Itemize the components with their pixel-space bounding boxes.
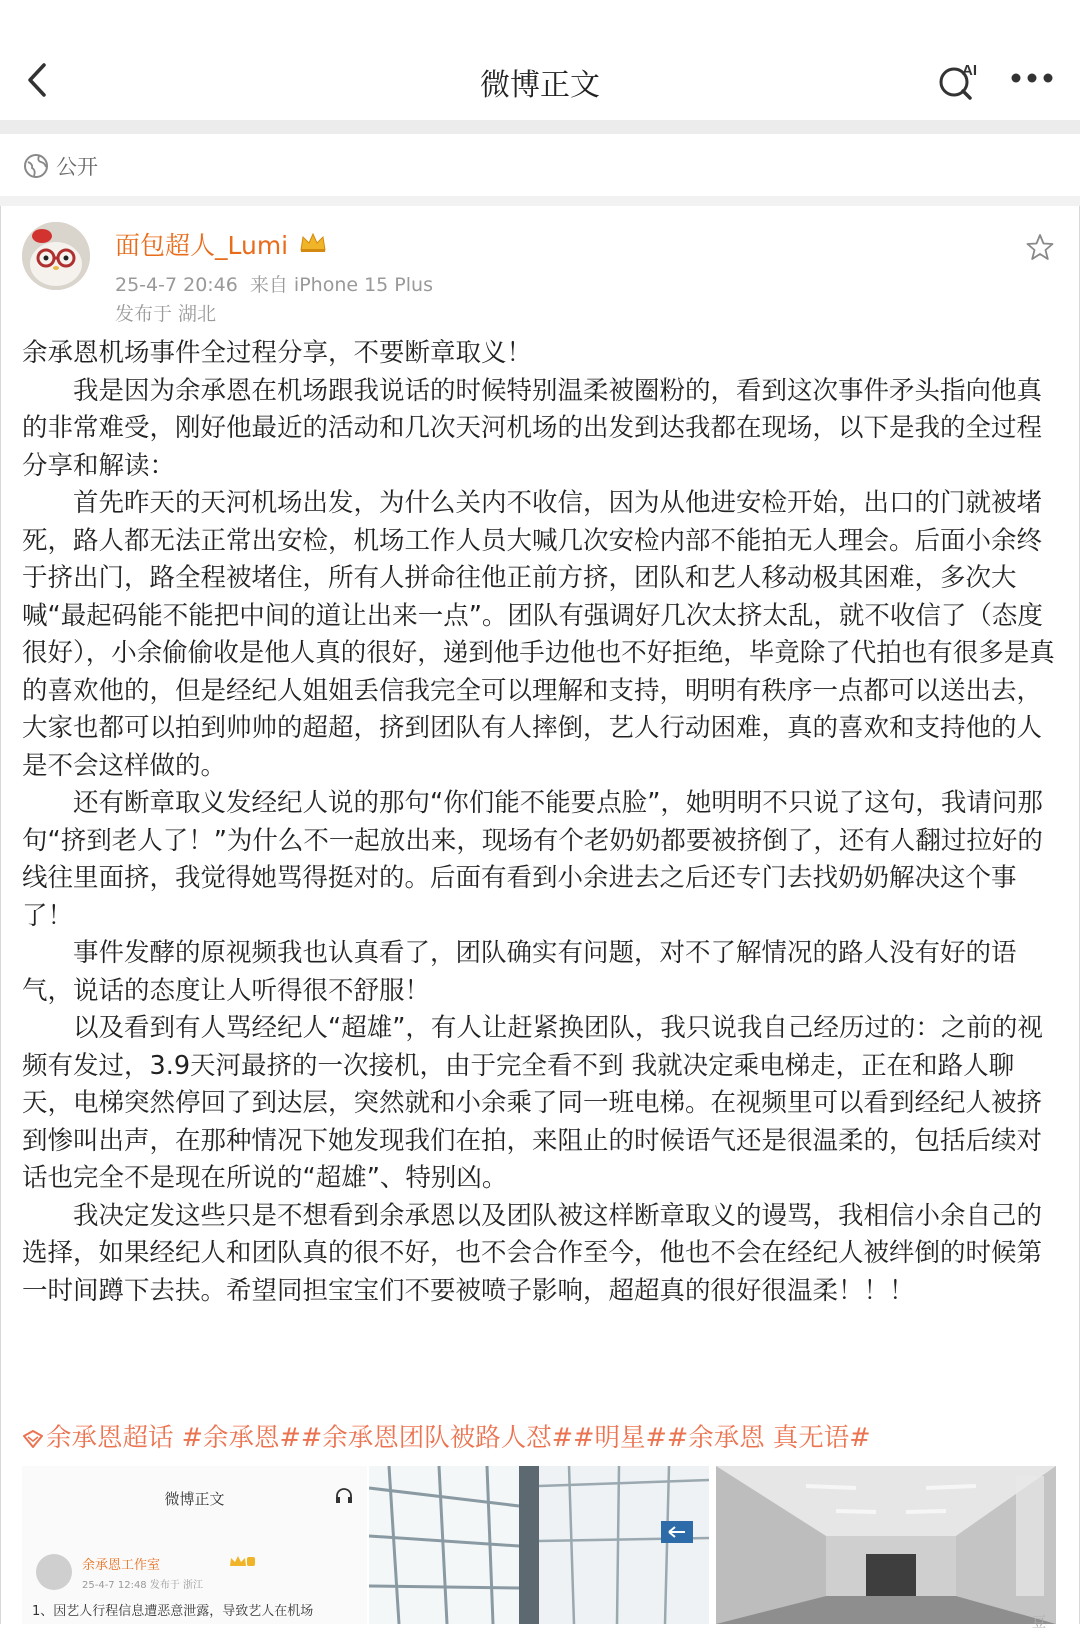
- paragraph: 余承恩机场事件全过程分享，不要断章取义！: [22, 338, 533, 368]
- thumb-meta: 25-4-7 12:48 发布于 浙江: [82, 1580, 204, 1591]
- divider: [0, 120, 1080, 134]
- paragraph: 还有断章取义发经纪人说的那句“你们能不能要点脸”，她明明不只说了这句，我请问那句“挤到老人了！”为什么不一起放出来，现场有个老奶奶都要被挤倒了，还有人翻过拉好的线往里面挤，我觉得她骂得挺对的。后面有看到小余进去之后还专门去找奶奶解决这个事了！: [22, 788, 1043, 931]
- thumb-avatar: [36, 1554, 72, 1590]
- hashtag-link[interactable]: #余承恩#: [173, 1423, 301, 1453]
- post-source: 来自 iPhone 15 Plus: [249, 274, 433, 296]
- thumb-text: 1、因艺人行程信息遭恶意泄露，导致艺人在机场: [32, 1604, 314, 1619]
- avatar[interactable]: [22, 222, 90, 290]
- post-meta: [115, 270, 445, 297]
- post-body: [22, 335, 1062, 1310]
- post-time: 25-4-7 20:46: [115, 274, 238, 296]
- post-image-airport-window[interactable]: [369, 1466, 709, 1624]
- post-location: 发布于 湖北: [115, 303, 217, 325]
- hashtag-link[interactable]: #余承恩团队被路人怼#: [300, 1423, 574, 1453]
- more-dots-icon[interactable]: [1010, 72, 1054, 84]
- paragraph: 我是因为余承恩在机场跟我说话的时候特别温柔被圈粉的，看到这次事件矛头指向他真的非常难受，刚好他最近的活动和几次天河机场的出发到达我都在现场，以下是我的全过程分享和解读：: [22, 375, 1043, 481]
- post-image-jet-bridge[interactable]: [716, 1466, 1056, 1624]
- thumb-title: 微博正文: [164, 1490, 225, 1508]
- bottom-band: [0, 1624, 1080, 1649]
- hashtag-link[interactable]: #明星#: [573, 1423, 667, 1453]
- super-topic-link[interactable]: 余承恩超话: [46, 1423, 174, 1453]
- headphone-icon: [334, 1486, 354, 1504]
- watermark: 豆: [1032, 1615, 1046, 1631]
- vip-crown-icon: [228, 1554, 256, 1568]
- paragraph: 我决定发这些只是不想看到余承恩以及团队被这样断章取义的谩骂，我相信小余自己的选择，如果经纪人和团队真的很不好，也不会合作至今，他也不会在经纪人被绊倒的时候第一时间蹲下去扶。希望同担宝宝们不要被喷子影响，超超真的很好很温柔！！！: [22, 1200, 1043, 1306]
- hashtag-link[interactable]: #余承恩 真无语#: [666, 1423, 871, 1453]
- paragraph: 以及看到有人骂经纪人“超雄”，有人让赶紧换团队，我只说我自己经历过的：之前的视频有发过，3.9天河最挤的一次接机，由于完全看不到 我就决定乘电梯走，正在和路人聊天，电梯突然停回了到达层，突然就和小余乘了同一班电梯。在视频里可以看到经纪人被挤到惨叫出声，在那种情况下她发现我们在拍，来阻止的时候语气还是很温柔的，包括后续对话也完全不是现在所说的“超雄”、特别凶。: [22, 1013, 1043, 1193]
- paragraph: 首先昨天的天河机场出发，为什么关内不收信，因为从他进安检开始，出口的门就被堵死，路人都无法正常出安检，机场工作人员大喊几次安检内部不能拍无人理会。后面小余终于挤出门，路全程被堵住，所有人拼命往他正前方挤，团队和艺人移动极其困难，多次大喊“最起码能不能把中间的道让出来一点”。团队有强调好几次太挤太乱，就不收信了（态度很好），小余偷偷收是他人真的很好，递到他手边他也不好拒绝，毕竟除了代拍也有很多是真的喜欢他的，但是经纪人姐姐丢信我完全可以理解和支持，明明有秩序一点都可以送出去，大家也都可以拍到帅帅的超超，挤到团队有人摔倒，艺人行动困难，真的喜欢和支持他的人是不会这样做的。: [22, 488, 1055, 781]
- author-name[interactable]: 面包超人_Lumi: [115, 231, 289, 260]
- tag-row: [22, 1418, 1072, 1454]
- page-title: 微博正文: [480, 68, 600, 103]
- divider: [0, 196, 1080, 206]
- visibility-row: [0, 134, 1080, 196]
- super-topic-icon: [22, 1430, 44, 1448]
- globe-icon: [22, 152, 50, 180]
- svg-text:AI: AI: [962, 62, 977, 79]
- thumb-author-name: 余承恩工作室: [82, 1558, 161, 1573]
- star-icon[interactable]: [1025, 232, 1055, 262]
- vip-crown-icon[interactable]: [298, 230, 328, 254]
- ai-search-icon[interactable]: [936, 58, 984, 106]
- paragraph: 事件发酵的原视频我也认真看了，团队确实有问题，对不了解情况的路人没有好的语气，说话的态度让人听得很不舒服！: [22, 938, 1017, 1006]
- post-image-screenshot[interactable]: [22, 1466, 367, 1624]
- visibility-label: 公开: [56, 155, 98, 179]
